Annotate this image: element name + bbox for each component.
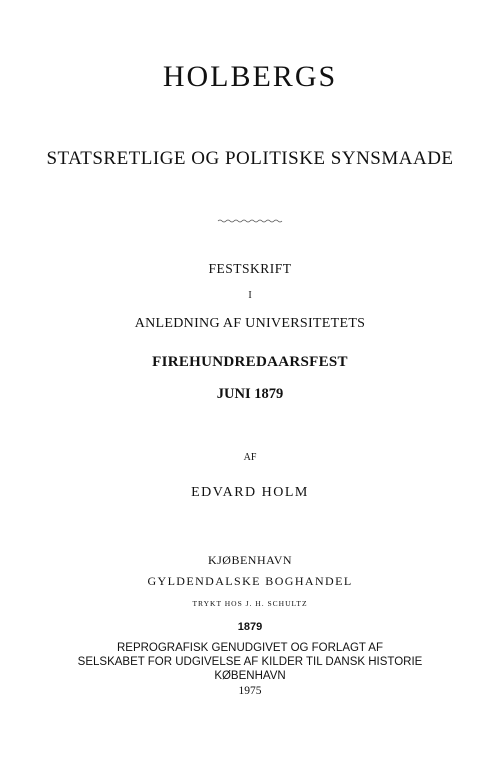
book-title: HOLBERGS [162, 60, 338, 93]
reprint-city: KØBENHAVN [214, 670, 286, 682]
reprint-line-2: SELSKABET FOR UDGIVELSE AF KILDER TIL DANSK HISTORIE [77, 656, 423, 668]
author-name: EDVARD HOLM [191, 485, 309, 500]
ornament-divider [0, 211, 500, 217]
occasion-line: ANLEDNING AF UNIVERSITETETS [134, 316, 366, 331]
wavy-rule-icon [0, 218, 500, 224]
festskrift-label: FESTSKRIFT [208, 261, 292, 276]
by-word: AF [243, 452, 257, 463]
imprint-printer: TRYKT HOS J. H. SCHULTZ [192, 599, 308, 608]
occasion-date: JUNI 1879 [216, 386, 284, 402]
reprint-year: 1975 [238, 685, 262, 697]
book-subtitle: STATSRETLIGE OG POLITISKE SYNSMAADE [46, 148, 454, 169]
occasion-event: FIREHUNDREDAARSFEST [152, 354, 348, 370]
reprint-line-1: REPROGRAFISK GENUDGIVET OG FORLAGT AF [116, 642, 384, 654]
imprint-publisher: GYLDENDALSKE BOGHANDEL [147, 574, 353, 588]
original-year: 1879 [237, 621, 263, 633]
preposition-i: I [248, 290, 252, 301]
imprint-city: KJØBENHAVN [207, 553, 293, 567]
